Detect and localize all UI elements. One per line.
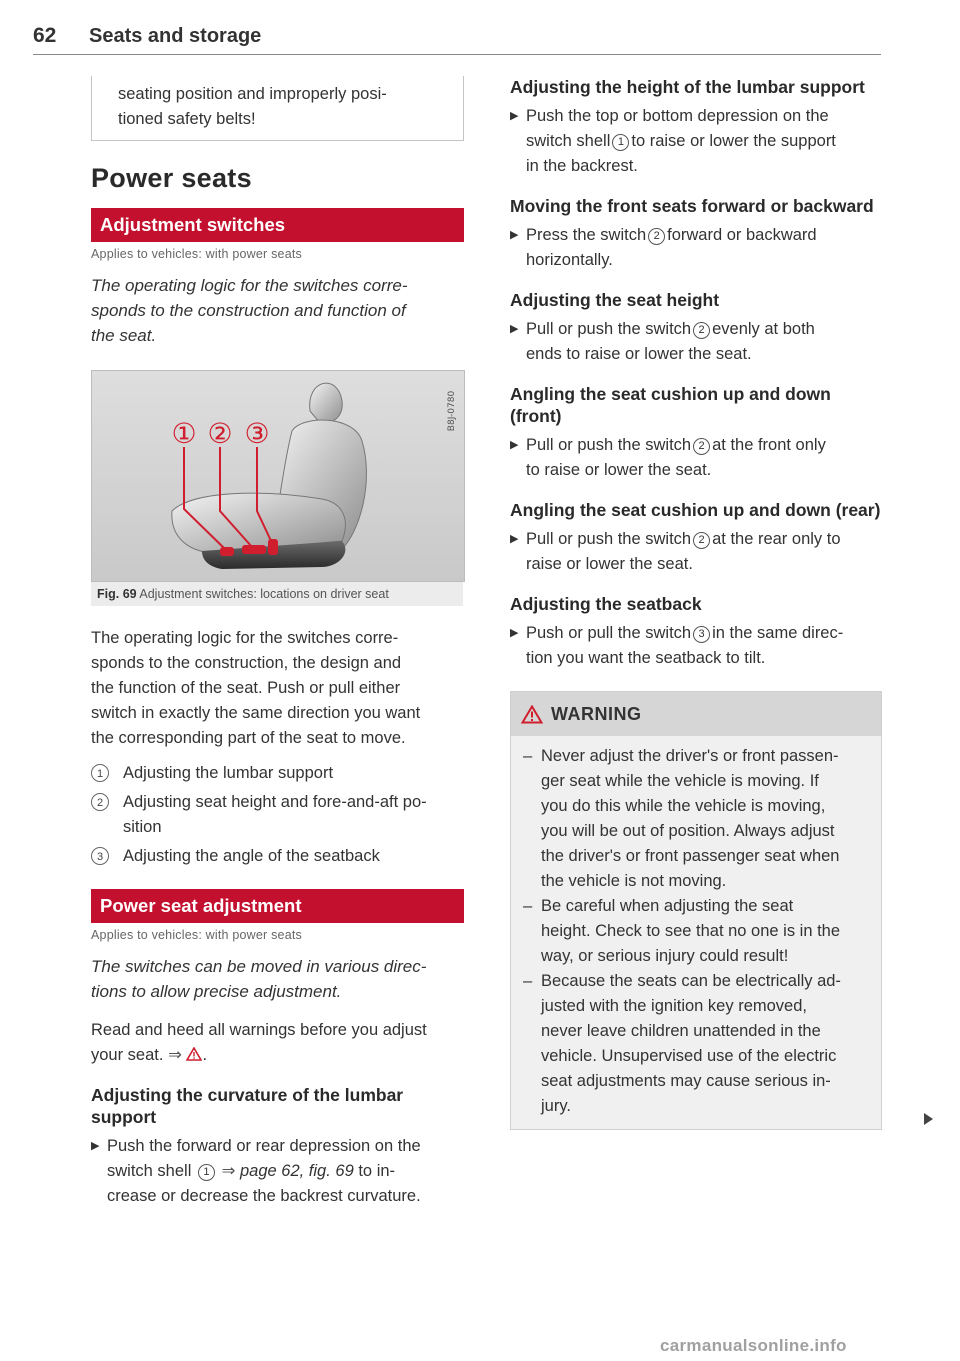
intro-line: the seat. bbox=[91, 326, 157, 345]
legend-text: sition bbox=[123, 818, 162, 836]
cushion-rear-step bbox=[510, 527, 882, 577]
step-line: to raise or lower the seat. bbox=[526, 461, 712, 479]
legend-item-2 bbox=[91, 790, 464, 840]
bullet-triangle-icon: ▶ bbox=[510, 533, 519, 545]
cushion-rear-heading: Angling the seat cushion up and down (rear) bbox=[510, 500, 881, 520]
bullet-triangle-icon: ▶ bbox=[91, 1140, 100, 1152]
switch-3-mark bbox=[268, 539, 278, 555]
circled-number: 2 bbox=[648, 228, 665, 245]
step-text: to raise or lower the support bbox=[631, 132, 836, 150]
body-line: the function of the seat. Push or pull either bbox=[91, 679, 401, 697]
warning-triangle-icon bbox=[521, 705, 543, 724]
note-line: tioned safety belts! bbox=[118, 110, 256, 128]
step-line: Push the top or bottom depression on the bbox=[526, 107, 829, 125]
warning-line: Be careful when adjusting the seat bbox=[541, 897, 794, 915]
warning-line: the vehicle is not moving. bbox=[541, 872, 727, 890]
step-text: Press the switch bbox=[526, 226, 647, 244]
warning-header bbox=[511, 692, 881, 736]
power-seat-adjustment-title: Power seat adjustment bbox=[91, 889, 464, 923]
step-text: forward or backward bbox=[667, 226, 817, 244]
body-text: your seat. bbox=[91, 1046, 164, 1064]
warning-item: – Because the seats can be electrically ad- justed with the ignition key removed, never leave children unattended in the vehicle. Unsupervised use of the electric seat adjustments may cause serious in- jury. bbox=[523, 969, 867, 1119]
warning-line: you will be out of position. Always adjust bbox=[541, 822, 835, 840]
warning-line: Never adjust the driver's or front passen- bbox=[541, 747, 839, 765]
warning-line: the driver's or front passenger seat when bbox=[541, 847, 840, 865]
page-header bbox=[33, 22, 881, 55]
bullet-triangle-icon: ▶ bbox=[510, 229, 519, 241]
step-text: at the front only bbox=[712, 436, 826, 454]
legend-item-3 bbox=[91, 844, 464, 869]
warning-line: seat adjustments may cause serious in- bbox=[541, 1072, 831, 1090]
note-line: seating position and improperly posi- bbox=[118, 85, 387, 103]
step-line bbox=[526, 223, 882, 248]
adjustment-switches-title: Adjustment switches bbox=[91, 208, 464, 242]
step-text: to in- bbox=[358, 1162, 396, 1180]
curvature-step bbox=[91, 1134, 464, 1209]
step-text: Pull or push the switch bbox=[526, 436, 692, 454]
left-column bbox=[91, 76, 464, 1209]
step-text: Push or pull the switch bbox=[526, 624, 692, 642]
circled-number: 2 bbox=[91, 793, 109, 811]
body-line: switch in exactly the same direction you want bbox=[91, 704, 421, 722]
warning-line: you do this while the vehicle is moving, bbox=[541, 797, 826, 815]
callout-3: ③ bbox=[244, 417, 270, 450]
callout-1: ① bbox=[171, 417, 197, 450]
step-text: switch shell bbox=[107, 1162, 192, 1180]
lumbar-height-heading: Adjusting the height of the lumbar support bbox=[510, 77, 865, 97]
page-reference-link[interactable]: page 62, fig. 69 bbox=[239, 1162, 354, 1180]
step-line: Push the forward or rear depression on the bbox=[107, 1137, 421, 1155]
step-text: evenly at both bbox=[712, 320, 815, 338]
continue-arrow-icon[interactable] bbox=[924, 1113, 933, 1125]
warning-line: never leave children unattended in the bbox=[541, 1022, 821, 1040]
figure-caption bbox=[91, 582, 463, 606]
step-line bbox=[526, 317, 882, 342]
warning-list bbox=[511, 736, 881, 1129]
warning-line: height. Check to see that no one is in the bbox=[541, 922, 841, 940]
circled-number: 1 bbox=[91, 764, 109, 782]
body-line: Read and heed all warnings before you adjust bbox=[91, 1021, 427, 1039]
intro-text bbox=[91, 273, 464, 348]
seat-figure bbox=[91, 370, 465, 582]
circled-number: 3 bbox=[693, 626, 710, 643]
step-line bbox=[107, 1159, 464, 1184]
applies-to-text: Applies to vehicles: with power seats bbox=[91, 928, 302, 942]
body-line: the corresponding part of the seat to move. bbox=[91, 729, 406, 747]
ref-arrow[interactable]: ⇒ bbox=[168, 1046, 182, 1064]
operating-logic-text bbox=[91, 626, 464, 751]
step-line: in the backrest. bbox=[526, 157, 638, 175]
intro-line: sponds to the construction and function of bbox=[91, 301, 406, 320]
switch-2-mark bbox=[242, 545, 266, 554]
seat-illustration bbox=[92, 371, 464, 581]
legend-text: Adjusting the lumbar support bbox=[123, 764, 334, 782]
seatback-step bbox=[510, 621, 882, 671]
circled-number: 3 bbox=[91, 847, 109, 865]
step-line: raise or lower the seat. bbox=[526, 555, 693, 573]
circled-number: 2 bbox=[693, 532, 710, 549]
body-line: sponds to the construction, the design and bbox=[91, 654, 402, 672]
bullet-triangle-icon: ▶ bbox=[510, 627, 519, 639]
circled-number: 1 bbox=[612, 134, 629, 151]
watermark: carmanualsonline.info bbox=[660, 1336, 847, 1355]
step-line: crease or decrease the backrest curvature. bbox=[107, 1187, 421, 1205]
intro-text-2 bbox=[91, 954, 464, 1004]
body-line: The operating logic for the switches corre- bbox=[91, 629, 399, 647]
circled-number: 2 bbox=[693, 322, 710, 339]
step-line bbox=[526, 621, 882, 646]
step-text: Pull or push the switch bbox=[526, 530, 692, 548]
cushion-front-heading: Angling the seat cushion up and down (front) bbox=[510, 384, 831, 426]
read-warnings-text bbox=[91, 1018, 464, 1068]
warning-line: way, or serious injury could result! bbox=[541, 947, 789, 965]
circled-number: 2 bbox=[693, 438, 710, 455]
circled-number: 1 bbox=[198, 1164, 215, 1181]
move-seats-heading: Moving the front seats forward or backward bbox=[510, 196, 874, 216]
step-line bbox=[526, 527, 882, 552]
step-line bbox=[526, 129, 882, 154]
seat-height-step bbox=[510, 317, 882, 367]
body-text: . bbox=[202, 1046, 208, 1064]
warning-title: WARNING bbox=[551, 703, 642, 724]
warning-line: ger seat while the vehicle is moving. If bbox=[541, 772, 819, 790]
figure-caption-text: Adjustment switches: locations on driver seat bbox=[139, 587, 389, 601]
callout-2: ② bbox=[207, 417, 233, 450]
step-line bbox=[526, 433, 882, 458]
step-text: Pull or push the switch bbox=[526, 320, 692, 338]
curvature-heading: Adjusting the curvature of the lumbar support bbox=[91, 1085, 404, 1127]
warning-item: – Never adjust the driver's or front passen- ger seat while the vehicle is moving. If you do this while the vehicle is moving, you will be out of position. Always adjust the driver's or front passenger seat when the vehicle is not moving. bbox=[523, 744, 867, 894]
seatback-heading: Adjusting the seatback bbox=[510, 594, 702, 614]
lumbar-height-step bbox=[510, 104, 882, 179]
legend-item-1 bbox=[91, 761, 464, 786]
legend-text: Adjusting the angle of the seatback bbox=[123, 847, 380, 865]
note-box-continued bbox=[91, 76, 464, 141]
switch-1-mark bbox=[220, 547, 234, 556]
figure-label: Fig. 69 bbox=[97, 587, 137, 601]
step-line: tion you want the seatback to tilt. bbox=[526, 649, 766, 667]
step-line: ends to raise or lower the seat. bbox=[526, 345, 752, 363]
warning-box bbox=[510, 691, 882, 1130]
ref-arrow[interactable]: ⇒ bbox=[221, 1162, 236, 1180]
cushion-front-step bbox=[510, 433, 882, 483]
step-line: horizontally. bbox=[526, 251, 613, 269]
right-column bbox=[510, 76, 882, 1130]
intro-line: The switches can be moved in various direc- bbox=[91, 957, 427, 976]
legend-text: Adjusting seat height and fore-and-aft po- bbox=[123, 793, 427, 811]
step-text: at the rear only to bbox=[712, 530, 841, 548]
bullet-triangle-icon: ▶ bbox=[510, 439, 519, 451]
figure-code: B8J-0780 bbox=[447, 390, 457, 432]
seat-height-heading: Adjusting the seat height bbox=[510, 290, 720, 310]
switch-legend-list bbox=[91, 761, 464, 869]
bullet-triangle-icon: ▶ bbox=[510, 323, 519, 335]
power-seats-heading: Power seats bbox=[91, 163, 252, 193]
warning-item: – Be careful when adjusting the seat height. Check to see that no one is in the way, or serious injury could result! bbox=[523, 894, 867, 969]
applies-to-text: Applies to vehicles: with power seats bbox=[91, 247, 302, 261]
body-line bbox=[91, 1043, 464, 1068]
warning-line: vehicle. Unsupervised use of the electric bbox=[541, 1047, 837, 1065]
step-text: in the same direc- bbox=[712, 624, 844, 642]
headrest-shape bbox=[310, 383, 343, 423]
warning-line: Because the seats can be electrically ad- bbox=[541, 972, 841, 990]
warning-line: justed with the ignition key removed, bbox=[541, 997, 807, 1015]
bullet-triangle-icon: ▶ bbox=[510, 110, 519, 122]
move-seats-step bbox=[510, 223, 882, 273]
warning-line: jury. bbox=[541, 1097, 571, 1115]
page-number: 62 bbox=[33, 24, 57, 47]
warning-triangle-icon[interactable] bbox=[186, 1047, 202, 1061]
intro-line: tions to allow precise adjustment. bbox=[91, 982, 342, 1001]
step-text: switch shell bbox=[526, 132, 611, 150]
section-title: Seats and storage bbox=[89, 25, 262, 47]
intro-line: The operating logic for the switches corre- bbox=[91, 276, 408, 295]
